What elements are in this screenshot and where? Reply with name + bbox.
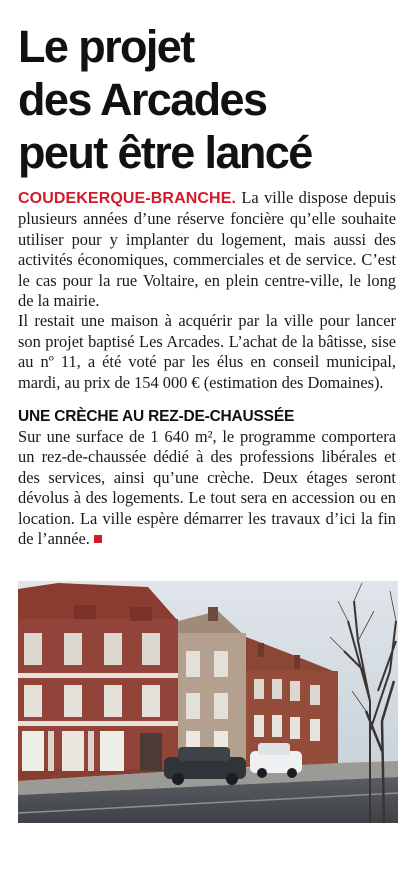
street-houses-photo [18,581,398,823]
article [18,20,396,550]
dateline-kicker: COUDEKERQUE-BRANCHE. [18,190,237,207]
body-paragraph-2: Il restait une maison à acquérir par la ville pour lancer son projet baptisé Les Arcades. L’achat de la bâtisse, sise au nº 11, a été voté par les élus en conseil municipal, mardi, au prix de 154 000 € (estimation des Domaines). [18,311,396,392]
section-paragraph [18,427,396,549]
article-headline [18,20,396,179]
section-paragraph-text: Sur une surface de 1 640 m², le programme comportera un rez-de-chaussée dédié à des professions libérales et des services, ainsi qu’une crèche. Deux étages seront dévolus à des logements. Le tout sera en accession ou en location. La ville espère démarrer les travaux d’ici la fin de l’année. [18,427,396,549]
end-of-article-mark [94,535,102,543]
section-heading: UNE CRÈCHE AU REZ-DE-CHAUSSÉE [18,408,295,426]
headline-line-1: Le projet [18,21,194,72]
lead-paragraph [18,188,396,311]
lead-paragraph-1-text: La ville dispose depuis plusieurs années d’une réserve foncière qu’elle souhaite utiliser pour y implanter du logement, mais aussi des activités économiques, commerciales et de service. C’est le cas pour la rue Voltaire, en plein centre-ville, le long de la mairie. [18,188,396,311]
article-photo [18,581,398,823]
headline-line-2: des Arcades [18,74,267,125]
headline-line-3: peut être lancé [18,127,312,178]
